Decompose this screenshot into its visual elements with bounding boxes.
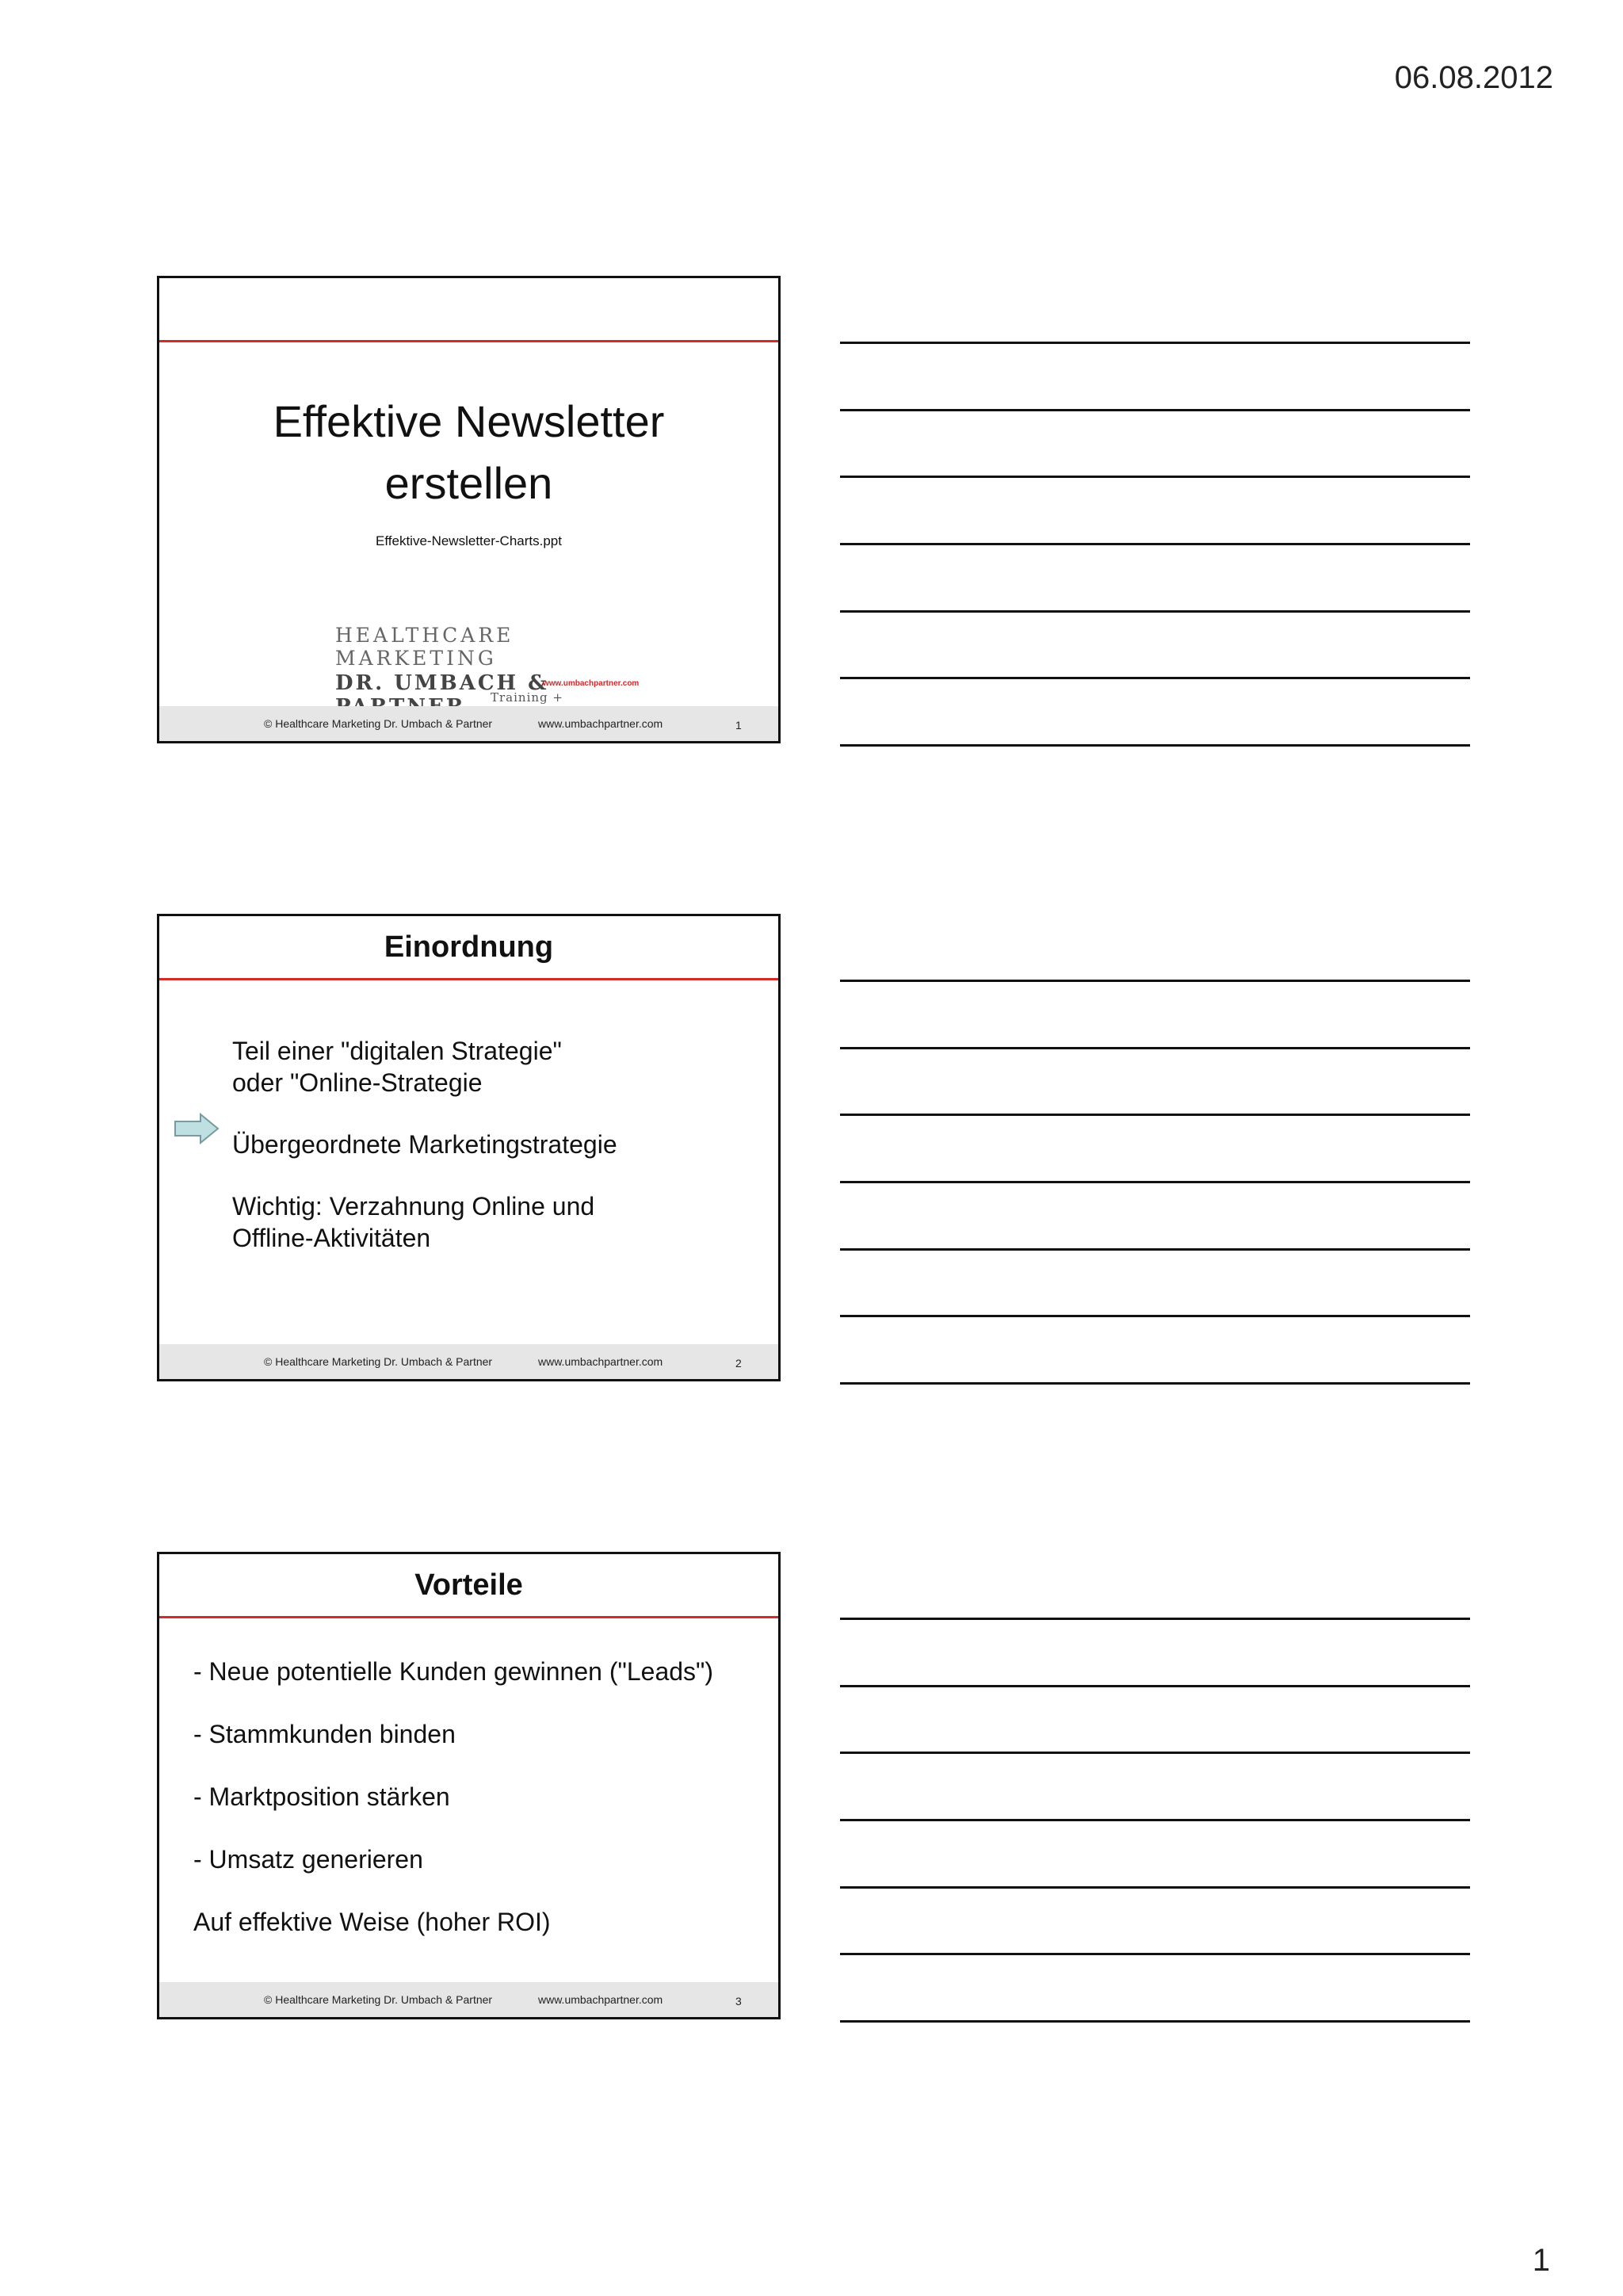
title-line: erstellen [384,458,553,508]
note-line [840,1685,1470,1687]
footer-copyright: © Healthcare Marketing Dr. Umbach & Partner [264,1993,493,2006]
slide-header [159,278,778,342]
list-item: - Neue potentielle Kunden gewinnen ("Leads") [193,1657,714,1686]
logo-line-1: HEALTHCARE MARKETING [335,624,514,670]
note-line [840,1047,1470,1049]
slide-filename: Effektive-Newsletter-Charts.ppt [376,533,562,548]
list-item: - Stammkunden binden [193,1720,456,1748]
note-line [840,1114,1470,1116]
footer-copyright: © Healthcare Marketing Dr. Umbach & Partner [264,717,493,730]
note-line [840,610,1470,613]
note-line [840,1248,1470,1251]
slide-1 [157,276,781,743]
slide-title: Einordnung [384,930,554,964]
note-line [840,1618,1470,1620]
slide-header [159,1554,778,1618]
list-item: - Umsatz generieren [193,1845,423,1874]
text-line: Offline-Aktivitäten [232,1224,431,1252]
slide-title: Vorteile [414,1568,523,1602]
text-line: Übergeordnete Marketingstrategie [232,1130,617,1159]
note-line [840,476,1470,478]
note-line [840,1953,1470,1955]
note-line [840,409,1470,411]
slide-footer [159,1344,778,1379]
note-line [840,1819,1470,1821]
text-line: oder "Online-Strategie [232,1068,483,1097]
list-item: Auf effektive Weise (hoher ROI) [193,1908,551,1936]
list-item: - Marktposition stärken [193,1782,450,1811]
slide-number: 1 [735,719,742,732]
logo-line-2: DR. UMBACH & [335,671,549,695]
slide-number: 3 [735,1995,742,2008]
page-date: 06.08.2012 [1394,60,1553,95]
note-line [840,1752,1470,1754]
company-logo [335,624,640,705]
note-line [840,677,1470,679]
note-line [840,1886,1470,1889]
note-line [840,1382,1470,1385]
footer-url: www.umbachpartner.com [538,1993,663,2006]
footer-url: www.umbachpartner.com [538,1355,663,1368]
note-line [840,342,1470,344]
slide-footer [159,706,778,741]
logo-url: www.umbachpartner.com [543,679,640,688]
note-line [840,980,1470,982]
slide-header [159,916,778,980]
footer-copyright: © Healthcare Marketing Dr. Umbach & Partner [264,1355,493,1368]
note-line [840,744,1470,747]
slide-footer [159,1982,778,2017]
logo-tagline: Training + [491,690,563,705]
slide-body [193,1656,713,1969]
slide-body [232,1035,617,1284]
note-line [840,2020,1470,2023]
text-line: Wichtig: Verzahnung Online und [232,1192,595,1221]
footer-url: www.umbachpartner.com [538,717,663,730]
text-line: Teil einer "digitalen Strategie" [232,1037,562,1065]
paragraph [232,1035,617,1098]
paragraph [232,1129,617,1160]
slide-number: 2 [735,1357,742,1370]
slide-3 [157,1552,781,2019]
title-line: Effektive Newsletter [273,396,665,446]
note-line [840,1315,1470,1317]
slide-title [159,391,778,514]
page-number: 1 [1532,2243,1550,2278]
paragraph [232,1190,617,1254]
arrow-right-icon [174,1113,220,1144]
note-line [840,543,1470,545]
note-line [840,1181,1470,1183]
slide-2 [157,914,781,1381]
